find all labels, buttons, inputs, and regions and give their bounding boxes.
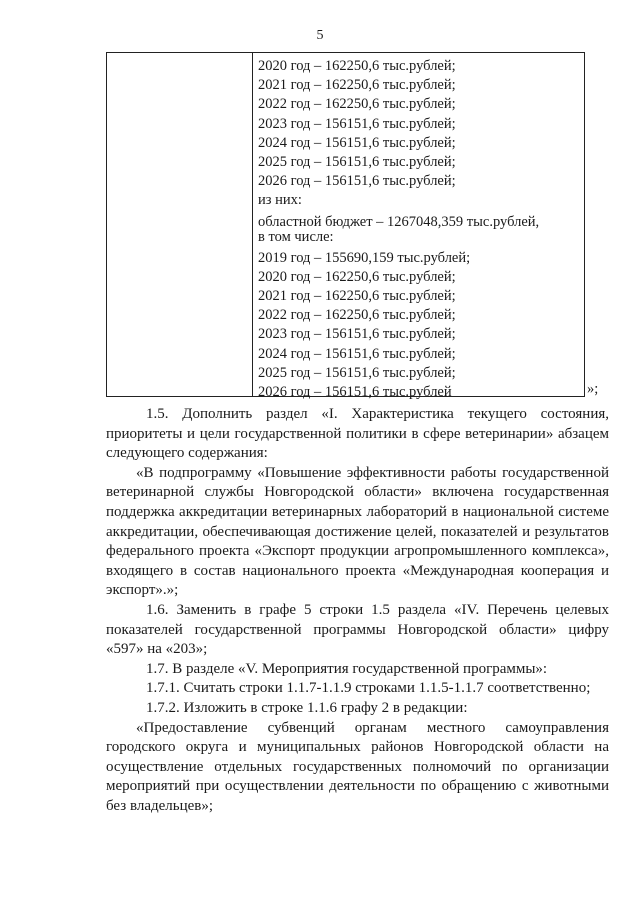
table-line: 2020 год – 162250,6 тыс.рублей; — [258, 268, 456, 285]
table-line: областной бюджет – 1267048,359 тыс.рублей, — [258, 213, 540, 230]
table-line: из них: — [258, 192, 302, 209]
quoted-paragraph: «В подпрограмму «Повышение эффективности работы государственной ветеринарной службы Новгородской области» включена государственная поддержка аккредитации ветеринарных лабораторий в национальной системе аккредитации, обеспечивающая достижение целей, показателей и результатов федерального проекта «Экспорт продукции агропромышленного комплекса», входящего в состав национального проекта «Международная кооперация и экспорт».»; — [106, 464, 609, 599]
table-line: 2022 год – 162250,6 тыс.рублей; — [258, 307, 456, 324]
table-line: 2021 год – 162250,6 тыс.рублей; — [258, 77, 456, 94]
table-line: 2019 год – 155690,159 тыс.рублей; — [258, 249, 471, 266]
page-number: 5 — [316, 28, 324, 43]
budget-table — [106, 52, 585, 401]
table-line: в том числе: — [258, 228, 334, 245]
table-line: 2025 год – 156151,6 тыс.рублей; — [258, 154, 456, 171]
paragraph: 1.7.1. Считать строки 1.1.7-1.1.9 строками 1.1.5-1.1.7 соответственно; — [146, 680, 591, 697]
table-line: 2023 год – 156151,6 тыс.рублей; — [258, 115, 456, 132]
table-line: 2026 год – 156151,6 тыс.рублей; — [258, 173, 456, 190]
table-line: 2024 год – 156151,6 тыс.рублей; — [258, 134, 456, 151]
table-line: 2026 год – 156151,6 тыс.рублей — [258, 384, 452, 401]
table-line: 2023 год – 156151,6 тыс.рублей; — [258, 326, 456, 343]
table-line: 2020 год – 162250,6 тыс.рублей; — [258, 58, 456, 74]
document-body — [106, 405, 609, 816]
paragraph: 1.5. Дополнить раздел «I. Характеристика текущего состояния, приоритеты и цели государственной политики в сфере ветеринарии» абзацем следующего содержания: — [106, 406, 609, 462]
paragraph: 1.7. В разделе «V. Мероприятия государственной программы»: — [146, 660, 548, 677]
table-line: 2025 год – 156151,6 тыс.рублей; — [258, 364, 456, 381]
table-closing-mark: »; — [587, 381, 599, 397]
table-line: 2024 год – 156151,6 тыс.рублей; — [258, 345, 456, 362]
paragraph: 1.6. Заменить в графе 5 строки 1.5 раздела «IV. Перечень целевых показателей государственной программы Новгородской области» цифру «597» на «203»; — [106, 601, 609, 658]
table-line: 2022 год – 162250,6 тыс.рублей; — [258, 96, 456, 113]
table-line: 2021 год – 162250,6 тыс.рублей; — [258, 288, 456, 305]
table-right-column — [258, 57, 580, 402]
paragraph: 1.7.2. Изложить в строке 1.1.6 графу 2 в редакции: — [146, 699, 468, 716]
table-column-divider — [252, 53, 253, 396]
quoted-paragraph: «Предоставление субвенций органам местного самоуправления городского округа и муниципальных районов Новгородской области на осуществление отдельных государственных полномочий по организации мероприятий при осуществлении деятельности по обращению с животными без владельцев»; — [106, 719, 609, 814]
